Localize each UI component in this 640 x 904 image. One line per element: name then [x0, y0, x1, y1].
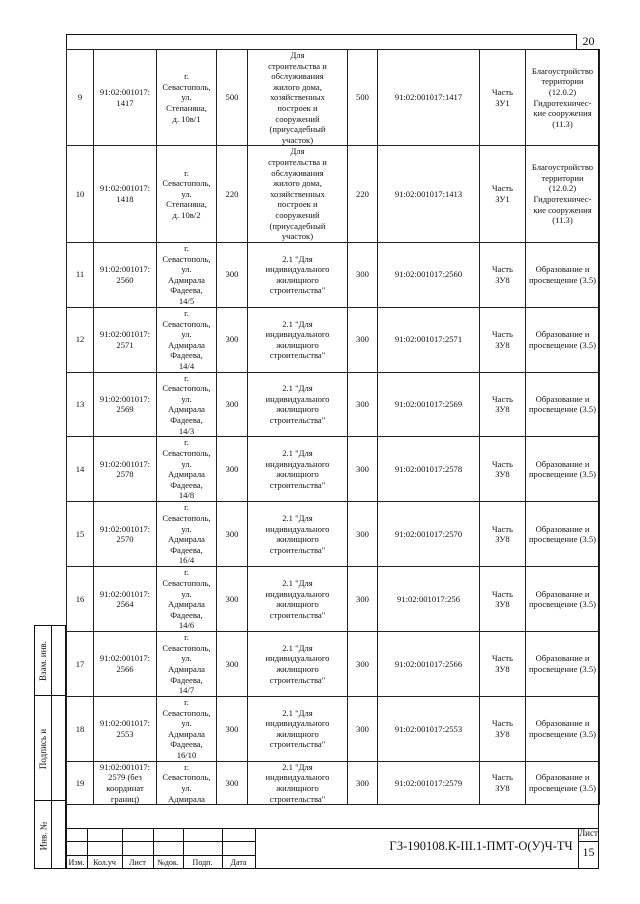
cell-area-in-zone: 300 [348, 372, 378, 437]
cell-area-in-zone: 300 [348, 761, 378, 804]
cell-area: 500 [217, 50, 248, 146]
table-row [67, 696, 600, 761]
cell-address: г. Севастополь, ул. Адмирала Фадеева, 14/3 [157, 372, 217, 437]
cell-part-label: Часть ЗУ8 [480, 502, 526, 567]
table-row [67, 761, 600, 804]
cell-purpose: Образование и просвещение (3.5) [526, 372, 600, 437]
cell-address: г. Севастополь, ул. Адмирала Фадеева, 14/8 [157, 437, 217, 502]
cell-area-in-zone: 300 [348, 632, 378, 697]
cell-row-number: 14 [67, 437, 94, 502]
cell-purpose: Образование и просвещение (3.5) [526, 502, 600, 567]
cell-area: 300 [217, 437, 248, 502]
sheet-label: Лист [579, 828, 598, 838]
table-row [67, 242, 600, 307]
table-row [67, 307, 600, 372]
cell-cadastral-number-2: 91:02:001017:256 [378, 567, 480, 632]
cell-row-number: 10 [67, 146, 94, 242]
cell-area: 300 [217, 502, 248, 567]
cell-part-label: Часть ЗУ8 [480, 696, 526, 761]
cell-cadastral-number-2: 91:02:001017:2569 [378, 372, 480, 437]
page-number: 20 [576, 34, 600, 50]
title-block [66, 828, 599, 869]
side-approval-column [34, 625, 66, 869]
land-plots-table [66, 49, 600, 805]
cell-cadastral-number: 91:02:001017: 2560 [94, 242, 157, 307]
cell-area: 300 [217, 567, 248, 632]
cell-area: 300 [217, 761, 248, 804]
cell-permitted-use: 2.1 "Для индивидуального жилищного строительства" [248, 761, 348, 804]
cell-area-in-zone: 300 [348, 567, 378, 632]
cell-area: 300 [217, 632, 248, 697]
cell-cadastral-number-2: 91:02:001017:2566 [378, 632, 480, 697]
cell-purpose: Образование и просвещение (3.5) [526, 242, 600, 307]
cell-cadastral-number: 91:02:001017: 2570 [94, 502, 157, 567]
cell-area: 300 [217, 307, 248, 372]
cell-part-label: Часть ЗУ8 [480, 437, 526, 502]
cell-cadastral-number: 91:02:001017: 2566 [94, 632, 157, 697]
cell-address: г. Севастополь, ул. Степаняна, д. 10в/2 [157, 146, 217, 242]
cell-row-number: 13 [67, 372, 94, 437]
cell-address: г. Севастополь, ул. Адмирала Фадеева, 14/5 [157, 242, 217, 307]
sheet-number: 15 [582, 845, 595, 859]
cell-permitted-use: 2.1 "Для индивидуального жилищного строительства" [248, 502, 348, 567]
cell-area-in-zone: 300 [348, 307, 378, 372]
cell-purpose: Благоустройство территории (12.0.2) Гидротехничес- кие сооружения (11.3) [526, 146, 600, 242]
cell-area-in-zone: 300 [348, 437, 378, 502]
cell-permitted-use: 2.1 "Для индивидуального жилищного строительства" [248, 307, 348, 372]
cell-cadastral-number-2: 91:02:001017:2553 [378, 696, 480, 761]
cell-permitted-use: Для строительства и обслуживания жилого дома, хозяйственных построек и сооружений (приусадебный участок) [248, 146, 348, 242]
cell-area-in-zone: 300 [348, 696, 378, 761]
cell-part-label: Часть ЗУ8 [480, 242, 526, 307]
cell-area: 300 [217, 372, 248, 437]
cell-purpose: Образование и просвещение (3.5) [526, 567, 600, 632]
cell-address: г. Севастополь, ул. Адмирала Фадеева, 14/6 [157, 567, 217, 632]
cell-purpose: Благоустройство территории (12.0.2) Гидротехничес- кие сооружения (11.3) [526, 50, 600, 146]
cell-row-number: 9 [67, 50, 94, 146]
cell-part-label: Часть ЗУ1 [480, 50, 526, 146]
side-label-inv: Инв. № [38, 821, 48, 850]
document-code: ГЗ-190108.К-III.1-ПМТ-О(У)Ч-ТЧ [389, 839, 573, 853]
table-row [67, 502, 600, 567]
cell-cadastral-number-2: 91:02:001017:2560 [378, 242, 480, 307]
cell-part-label: Часть ЗУ8 [480, 567, 526, 632]
cell-part-label: Часть ЗУ1 [480, 146, 526, 242]
cell-area: 300 [217, 242, 248, 307]
cell-permitted-use: 2.1 "Для индивидуального жилищного строительства" [248, 242, 348, 307]
cell-address: г. Севастополь, ул. Степаняна, д. 10в/1 [157, 50, 217, 146]
stamp-izm: Изм. [68, 858, 85, 867]
stamp-data: Дата [230, 858, 247, 867]
cell-row-number: 19 [67, 761, 94, 804]
cell-address: г. Севастополь, ул. Адмирала Фадеева, 16/4 [157, 502, 217, 567]
cell-address: г. Севастополь, ул. Адмирала [157, 761, 217, 804]
cell-permitted-use: 2.1 "Для индивидуального жилищного строительства" [248, 437, 348, 502]
cell-row-number: 16 [67, 567, 94, 632]
cell-purpose: Образование и просвещение (3.5) [526, 761, 600, 804]
cell-permitted-use: 2.1 "Для индивидуального жилищного строительства" [248, 372, 348, 437]
cell-purpose: Образование и просвещение (3.5) [526, 307, 600, 372]
cell-row-number: 18 [67, 696, 94, 761]
cell-address: г. Севастополь, ул. Адмирала Фадеева, 14/7 [157, 632, 217, 697]
cell-area: 300 [217, 696, 248, 761]
cell-cadastral-number-2: 91:02:001017:2570 [378, 502, 480, 567]
table-row [67, 372, 600, 437]
cell-part-label: Часть ЗУ8 [480, 307, 526, 372]
cell-permitted-use: 2.1 "Для индивидуального жилищного строительства" [248, 632, 348, 697]
cell-cadastral-number-2: 91:02:001017:2578 [378, 437, 480, 502]
cell-cadastral-number: 91:02:001017: 2553 [94, 696, 157, 761]
cell-cadastral-number-2: 91:02:001017:1413 [378, 146, 480, 242]
table-row [67, 146, 600, 242]
cell-part-label: Часть ЗУ8 [480, 632, 526, 697]
cell-part-label: Часть ЗУ8 [480, 372, 526, 437]
cell-permitted-use: Для строительства и обслуживания жилого дома, хозяйственных построек и сооружений (приусадебный участок) [248, 50, 348, 146]
cell-cadastral-number: 91:02:001017: 2569 [94, 372, 157, 437]
side-label-podpis: Подпись и [38, 728, 48, 769]
cell-permitted-use: 2.1 "Для индивидуального жилищного строительства" [248, 567, 348, 632]
cell-purpose: Образование и просвещение (3.5) [526, 437, 600, 502]
side-label-vzam: Взам. инв. [38, 641, 49, 681]
stamp-kol: Кол.уч [93, 858, 116, 867]
cell-cadastral-number: 91:02:001017: 2571 [94, 307, 157, 372]
cell-cadastral-number-2: 91:02:001017:2571 [378, 307, 480, 372]
cell-row-number: 15 [67, 502, 94, 567]
cell-area: 220 [217, 146, 248, 242]
cell-cadastral-number-2: 91:02:001017:2579 [378, 761, 480, 804]
table-row [67, 50, 600, 146]
cell-cadastral-number: 91:02:001017: 2579 (без координат границ) [94, 761, 157, 804]
cell-purpose: Образование и просвещение (3.5) [526, 632, 600, 697]
cell-cadastral-number: 91:02:001017: 1417 [94, 50, 157, 146]
cell-row-number: 17 [67, 632, 94, 697]
cell-area-in-zone: 500 [348, 50, 378, 146]
table-row [67, 437, 600, 502]
cell-purpose: Образование и просвещение (3.5) [526, 696, 600, 761]
stamp-list: Лист [129, 858, 146, 867]
cell-cadastral-number: 91:02:001017: 2564 [94, 567, 157, 632]
cell-row-number: 11 [67, 242, 94, 307]
cell-address: г. Севастополь, ул. Адмирала Фадеева, 16/10 [157, 696, 217, 761]
cell-cadastral-number: 91:02:001017: 2578 [94, 437, 157, 502]
table-row [67, 632, 600, 697]
stamp-podp: Подп. [192, 858, 213, 867]
cell-area-in-zone: 300 [348, 242, 378, 307]
cell-row-number: 12 [67, 307, 94, 372]
stamp-ndok: №док. [157, 858, 179, 867]
table-row [67, 567, 600, 632]
cell-address: г. Севастополь, ул. Адмирала Фадеева, 14/4 [157, 307, 217, 372]
cell-cadastral-number-2: 91:02:001017:1417 [378, 50, 480, 146]
cell-part-label: Часть ЗУ8 [480, 761, 526, 804]
cell-area-in-zone: 220 [348, 146, 378, 242]
cell-permitted-use: 2.1 "Для индивидуального жилищного строительства" [248, 696, 348, 761]
cell-area-in-zone: 300 [348, 502, 378, 567]
cell-cadastral-number: 91:02:001017: 1418 [94, 146, 157, 242]
